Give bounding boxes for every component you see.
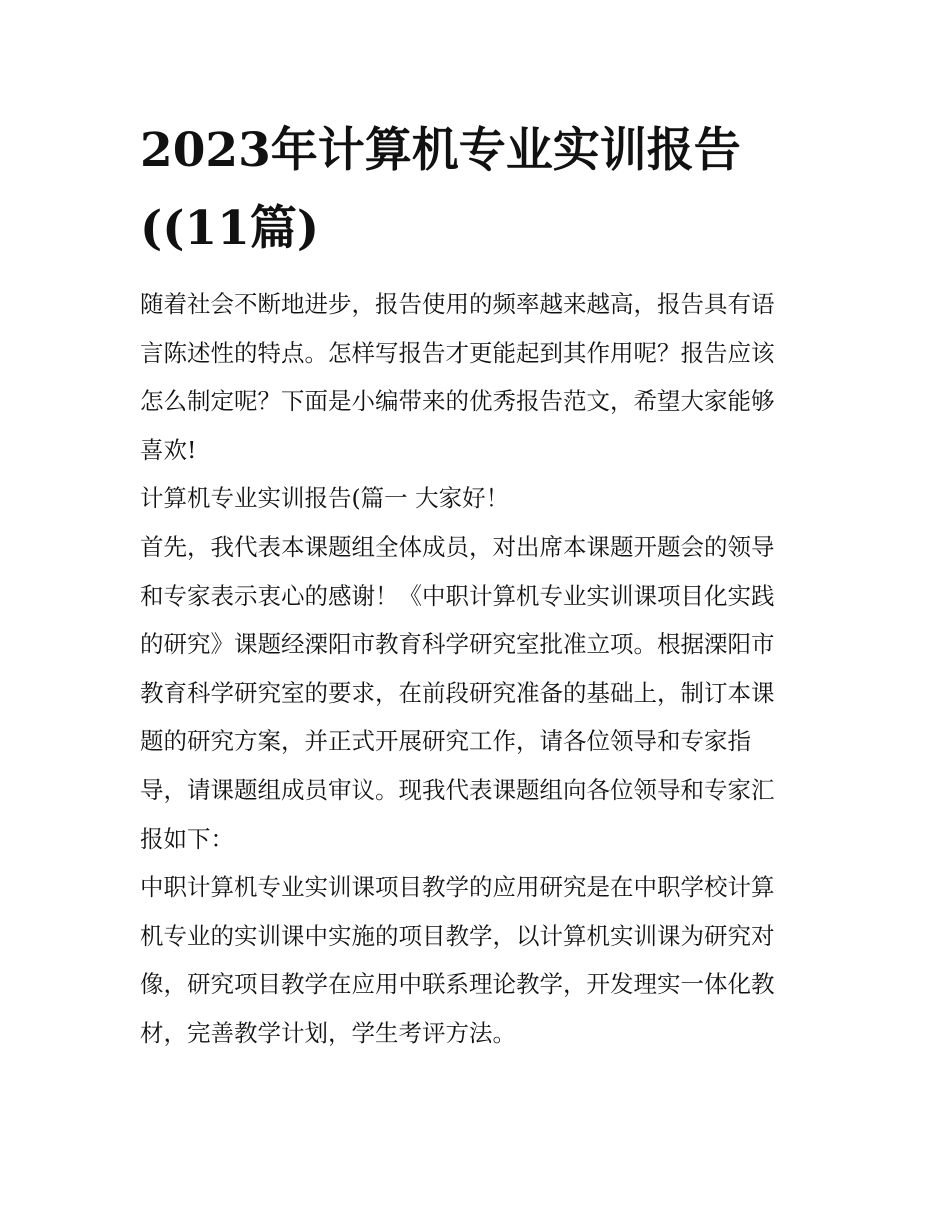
page-title xyxy=(140,112,820,268)
text-line: 和专家表示衷心的感谢！《中职计算机专业实训课项目化实践 xyxy=(140,581,775,610)
text-line: 题的研究方案，并正式开展研究工作，请各位领导和专家指 xyxy=(140,727,751,756)
research-paragraph xyxy=(140,863,820,1057)
text-line: 随着社会不断地进步，报告使用的频率越来越高，报告具有语 xyxy=(140,290,775,318)
text-line: 怎么制定呢？下面是小编带来的优秀报告范文，希望大家能够 xyxy=(140,387,775,416)
text-line: 计算机专业实训报告(篇一 大家好！ xyxy=(140,484,510,513)
opening-paragraph xyxy=(140,523,820,863)
text-line: 的研究》课题经溧阳市教育科学研究室批准立项。根据溧阳市 xyxy=(140,630,775,659)
text-line: 喜欢! xyxy=(140,435,197,464)
title-line-1: 2023年计算机专业实训报告 xyxy=(140,123,741,178)
title-line-2: ((11篇) xyxy=(140,201,320,256)
document-body xyxy=(140,280,820,1058)
text-line: 教育科学研究室的要求，在前段研究准备的基础上，制订本课 xyxy=(140,678,775,707)
section-heading-paragraph xyxy=(140,474,820,523)
intro-paragraph xyxy=(140,280,820,474)
text-line: 机专业的实训课中实施的项目教学，以计算机实训课为研究对 xyxy=(140,921,775,950)
text-line: 报如下： xyxy=(140,824,234,853)
text-line: 言陈述性的特点。怎样写报告才更能起到其作用呢？报告应该 xyxy=(140,338,775,367)
text-line: 首先，我代表本课题组全体成员，对出席本课题开题会的领导 xyxy=(140,532,775,561)
text-line: 材，完善教学计划，学生考评方法。 xyxy=(140,1018,516,1047)
text-line: 中职计算机专业实训课项目教学的应用研究是在中职学校计算 xyxy=(140,873,775,902)
text-line: 导，请课题组成员审议。现我代表课题组向各位领导和专家汇 xyxy=(140,775,775,804)
text-line: 像，研究项目教学在应用中联系理论教学，开发理实一体化教 xyxy=(140,970,775,999)
